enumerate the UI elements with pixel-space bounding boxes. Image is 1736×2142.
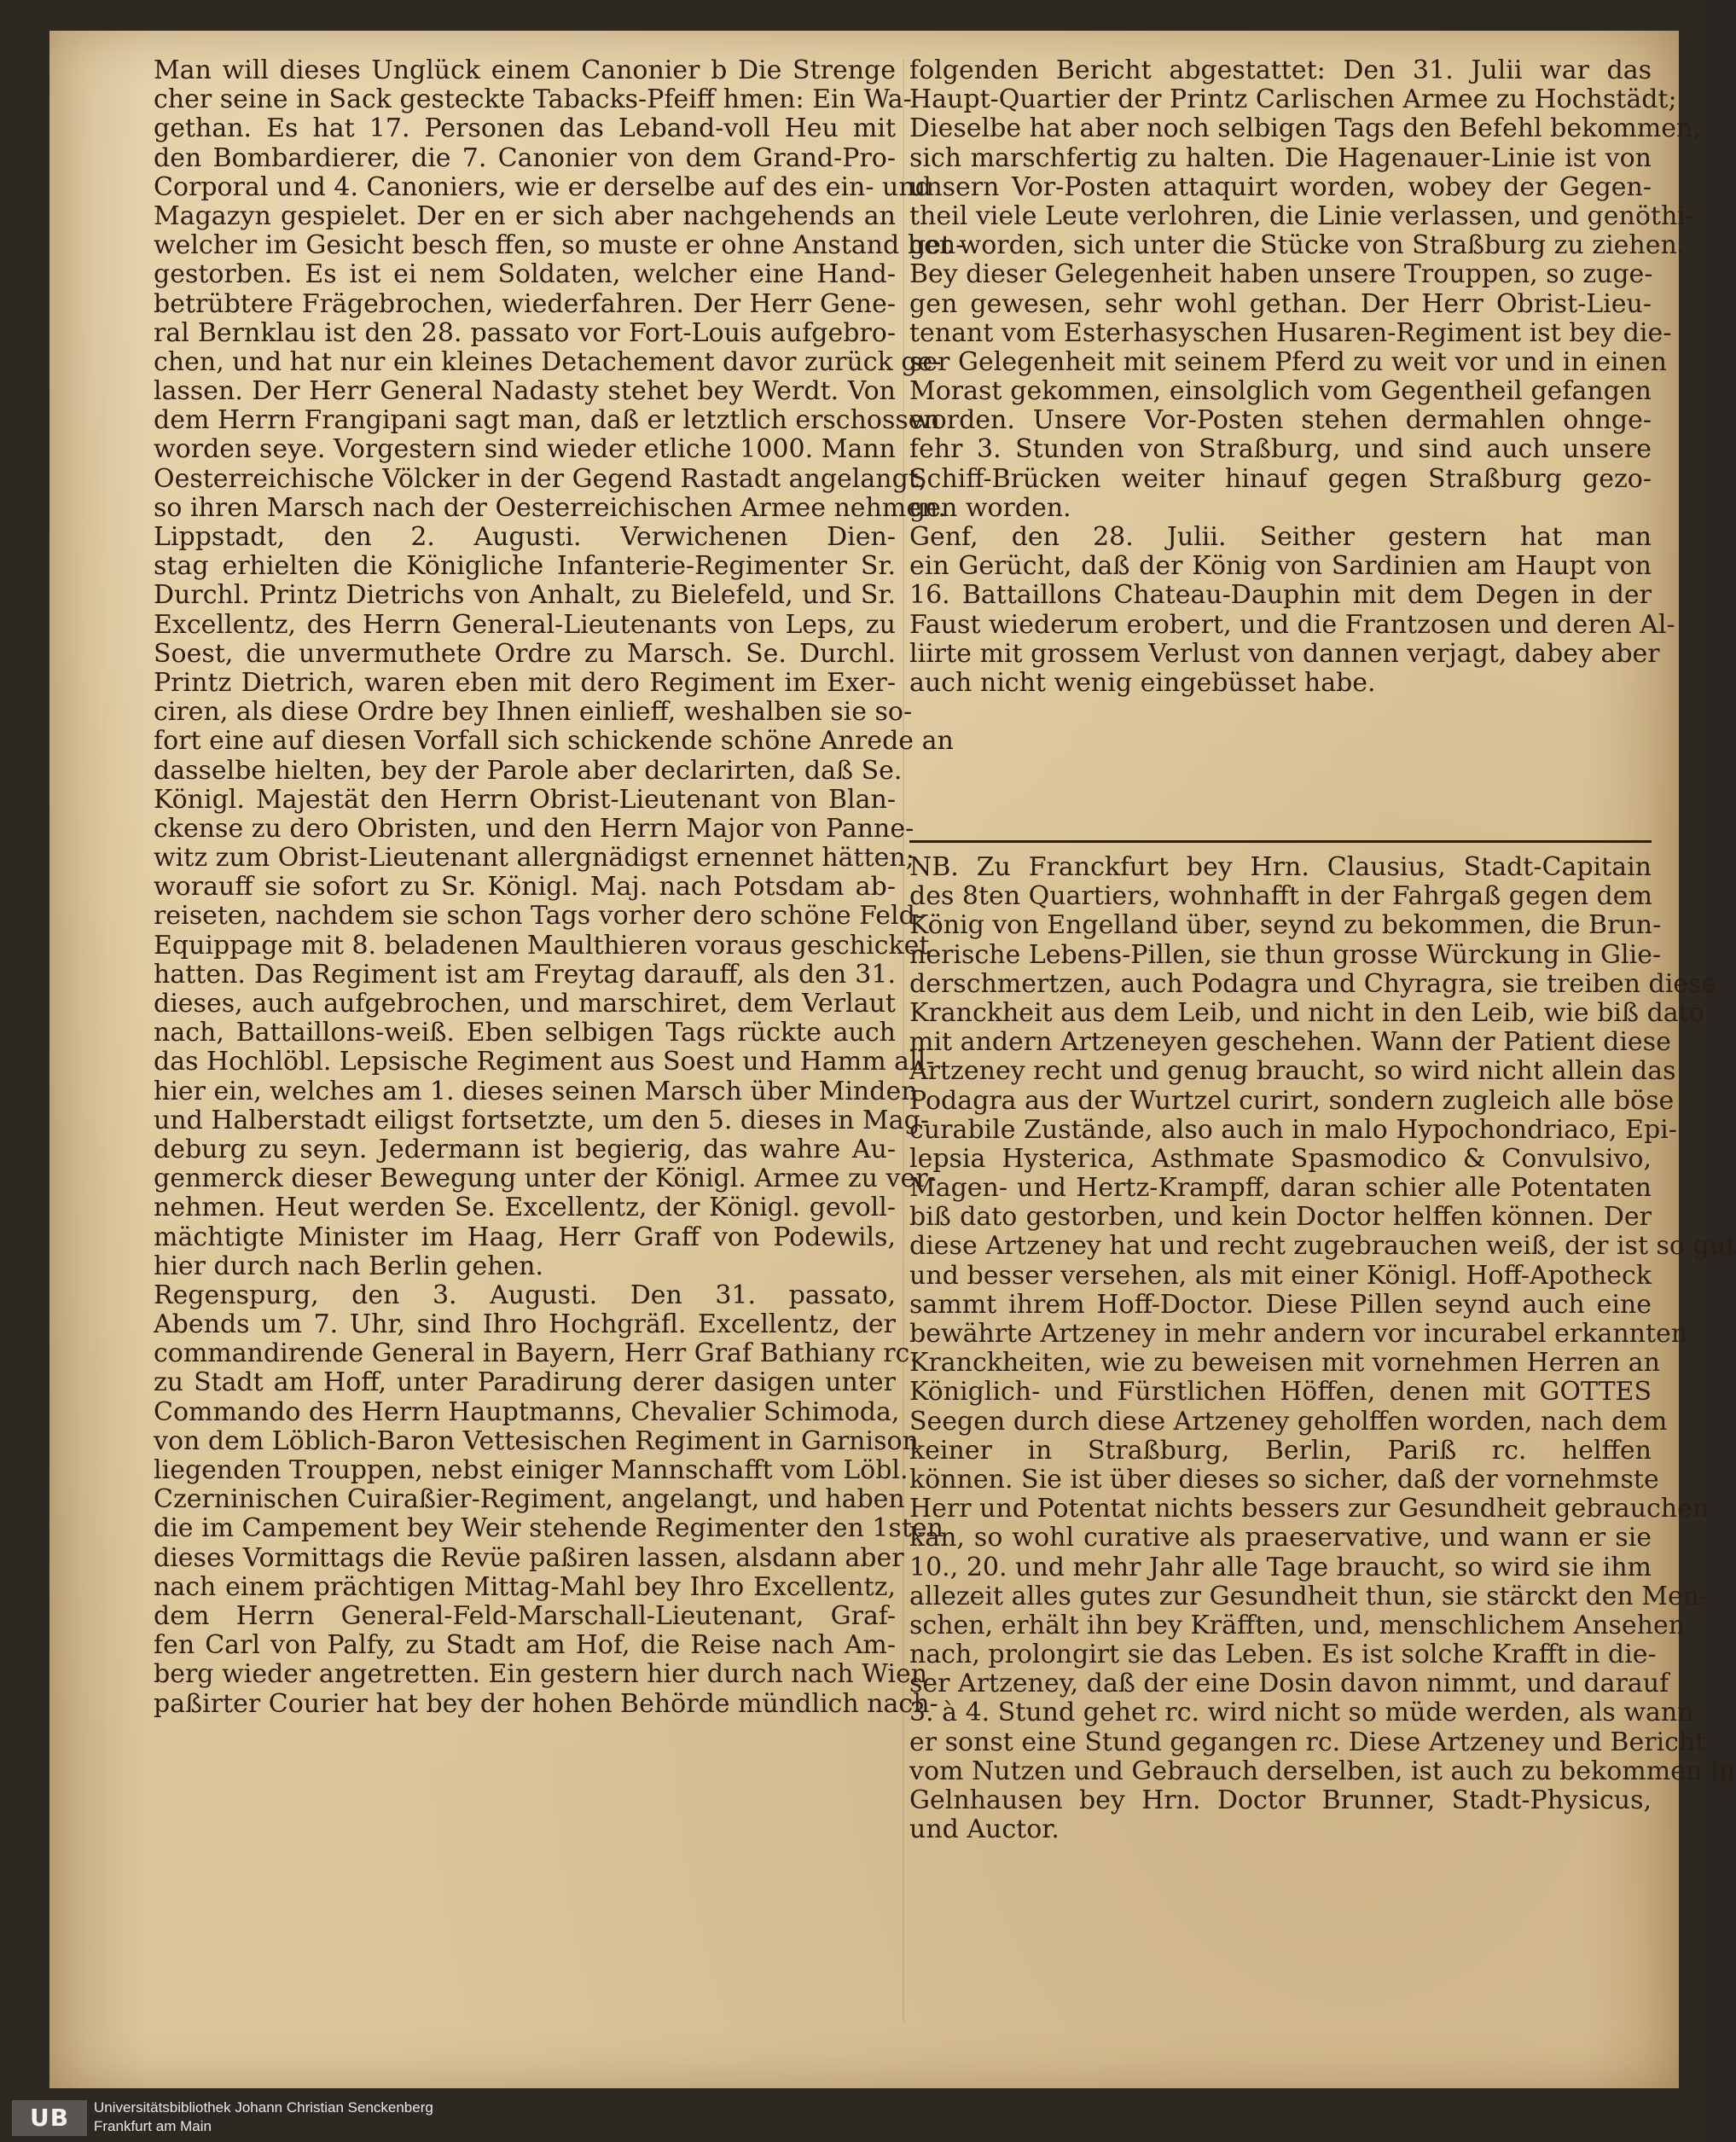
text-line: berg wieder angetretten. Ein gestern hier durch nach Wien (154, 1659, 928, 1690)
text-line: hier ein, welches am 1. dieses seinen Marsch über Minden (154, 1076, 918, 1106)
text-line: NB. Zu Franckfurt bey Hrn. Clausius, Stadt-Capitain (909, 852, 1652, 882)
text-line: gen worden. (909, 492, 1071, 523)
text-line: nach, prolongirt sie das Leben. Es ist solche Krafft in die- (909, 1640, 1657, 1670)
text-line: dem Herrn Frangipani sagt man, daß er letztlich erschossen (154, 405, 940, 436)
text-line: nerische Lebens-Pillen, sie thun grosse Würckung in Glie- (909, 939, 1662, 970)
text-line: nehmen. Heut werden Se. Excellentz, der Königl. gevoll- (154, 1193, 896, 1223)
text-line: und besser versehen, als mit einer Königl. Hoff-Apotheck (909, 1260, 1652, 1291)
text-line: des 8ten Quartiers, wohnhafft in der Fahrgaß gegen dem (909, 881, 1652, 912)
text-line: sammt ihrem Hoff-Doctor. Diese Pillen seynd auch eine (909, 1289, 1652, 1320)
text-line: Abends um 7. Uhr, sind Ihro Hochgräfl. Excellentz, der (154, 1309, 896, 1340)
text-line: diese Artzeney hat und recht zugebrauchen weiß, der ist so gut (909, 1231, 1736, 1262)
text-line: Czerninischen Cuiraßier-Regiment, angelangt, und haben (154, 1484, 905, 1515)
text-line: Printz Dietrich, waren eben mit dero Regiment im Exer- (154, 667, 896, 698)
text-line: Haupt-Quartier der Printz Carlischen Armee zu Hochstädt; (909, 84, 1677, 115)
text-line: worauff sie sofort zu Sr. Königl. Maj. nach Potsdam ab- (154, 872, 896, 903)
text-line: kan, so wohl curative als praeservative, und wann er sie (909, 1523, 1652, 1553)
text-line: dem Herrn General-Feld-Marschall-Lieutenant, Graf- (154, 1600, 896, 1631)
library-city: Frankfurt am Main (94, 2118, 212, 2134)
text-line: worden seye. Vorgestern sind wieder etliche 1000. Mann (154, 434, 896, 465)
text-line: Kranckheit aus dem Leib, und nicht in den Leib, wie biß dato (909, 997, 1704, 1028)
text-line: dieses Vormittags die Revüe paßiren lassen, alsdann aber (154, 1542, 904, 1573)
text-line: allezeit alles gutes zur Gesundheit thun, sie stärckt den Men- (909, 1581, 1709, 1611)
text-line: gestorben. Es ist ei nem Soldaten, welcher eine Hand- (154, 259, 896, 290)
text-line: er sonst eine Stund gegangen rc. Diese Artzeney und Bericht (909, 1727, 1706, 1757)
text-line: ser Artzeney, daß der eine Dosin davon nimmt, und darauf (909, 1669, 1669, 1699)
text-line: commandirende General in Bayern, Herr Graf Bathiany rc. (154, 1338, 918, 1369)
text-line: Soest, die unvermuthete Ordre zu Marsch. Se. Durchl. (154, 638, 896, 669)
text-line: vom Nutzen und Gebrauch derselben, ist auch zu bekommen in (909, 1756, 1735, 1786)
text-line: so ihren Marsch nach der Oesterreichischen Armee nehmen. (154, 492, 946, 523)
text-line: bewährte Artzeney in mehr andern vor incurabel erkannten (909, 1319, 1688, 1349)
text-line: nach einem prächtigen Mittag-Mahl bey Ihro Excellentz, (154, 1571, 896, 1602)
text-line: Genf, den 28. Julii. Seither gestern hat man (909, 522, 1652, 552)
text-line: biß dato gestorben, und kein Doctor helffen können. Der (909, 1202, 1652, 1233)
text-line: Oesterreichische Völcker in der Gegend Rastadt angelangt, (154, 463, 927, 494)
text-line: fehr 3. Stunden von Straßburg, und sind auch unsere (909, 434, 1652, 465)
text-line: 10., 20. und mehr Jahr alle Tage braucht, so wird sie ihm (909, 1552, 1652, 1582)
text-line: liegenden Trouppen, nebst einiger Mannschafft vom Löbl. (154, 1455, 909, 1485)
text-line: Königl. Majestät den Herrn Obrist-Lieutenant von Blan- (154, 784, 896, 815)
text-line: Man will dieses Unglück einem Canonier b Die Strenge (154, 55, 896, 85)
text-line: get worden, sich unter die Stücke von Straßburg zu ziehen. (909, 230, 1686, 261)
text-line: Equippage mit 8. beladenen Maulthieren voraus geschicket (154, 930, 930, 961)
text-line: lassen. Der Herr General Nadasty stehet bey Werdt. Von (154, 376, 896, 407)
text-line: fort eine auf diesen Vorfall sich schickende schöne Anrede an (154, 726, 954, 757)
text-line: mächtigte Minister im Haag, Herr Graff von Podewils, (154, 1222, 896, 1252)
right-column-advertisement (909, 852, 1736, 1845)
text-line: sich marschfertig zu halten. Die Hagenauer-Linie ist von (909, 142, 1652, 173)
text-line: können. Sie ist über dieses so sicher, daß der vornehmste (909, 1464, 1659, 1495)
text-line: 3. à 4. Stund gehet rc. wird nicht so müde werden, als wann (909, 1698, 1694, 1728)
text-line: theil viele Leute verlohren, die Linie verlassen, und genöthi- (909, 200, 1694, 231)
text-line: von dem Löblich-Baron Vettesischen Regiment in Garnison (154, 1425, 919, 1456)
text-line: hatten. Das Regiment ist am Freytag darauff, als den 31. (154, 959, 896, 990)
text-line: zu Stadt am Hoff, unter Paradirung derer dasigen unter (154, 1367, 896, 1398)
text-line: Gelnhausen bey Hrn. Doctor Brunner, Stadt-Physicus, (909, 1785, 1652, 1815)
text-line: reiseten, nachdem sie schon Tags vorher dero schöne Feld- (154, 901, 924, 932)
text-line: unsern Vor-Posten attaquirt worden, wobey der Gegen- (909, 171, 1652, 202)
text-line: stag erhielten die Königliche Infanterie-Regimenter Sr. (154, 551, 896, 582)
text-line: Königlich- und Fürstlichen Höffen, denen mit GOTTES (909, 1377, 1652, 1408)
text-line: und Halberstadt eiligst fortsetzte, um den 5. dieses in Mag- (154, 1105, 929, 1135)
left-column (154, 55, 965, 1719)
text-line: Morast gekommen, einsolglich vom Gegentheil gefangen (909, 376, 1652, 407)
text-line: folgenden Bericht abgestattet: Den 31. Julii war das (909, 55, 1652, 85)
text-line: 16. Battaillons Chateau-Dauphin mit dem Degen in der (909, 580, 1652, 611)
text-line: und Auctor. (909, 1814, 1060, 1845)
section-rule (909, 840, 1652, 843)
text-line: Podagra aus der Wurtzel curirt, sondern zugleich alle böse (909, 1085, 1675, 1116)
text-line: hier durch nach Berlin gehen. (154, 1251, 544, 1281)
text-line: keiner in Straßburg, Berlin, Pariß rc. helffen (909, 1435, 1652, 1466)
text-line: dieses, auch aufgebrochen, und marschiret, dem Verlaut (154, 989, 896, 1019)
ub-logo: UB (12, 2100, 87, 2136)
text-line: dasselbe hielten, bey der Parole aber declarirten, daß Se. (154, 755, 903, 786)
text-line: Herr und Potentat nichts bessers zur Gesundheit gebrauchen (909, 1494, 1710, 1524)
text-line: derschmertzen, auch Podagra und Chyragra, sie treiben diese (909, 968, 1717, 999)
text-line: den Bombardierer, die 7. Canonier von dem Grand-Pro- (154, 142, 896, 173)
text-line: Magazyn gespielet. Der en er sich aber nachgehends an (154, 200, 896, 231)
text-line: Kranckheiten, wie zu beweisen mit vornehmen Herren an (909, 1348, 1660, 1379)
text-line: Artzeney recht und genug braucht, so wird nicht allein das (909, 1056, 1676, 1087)
text-line: auch nicht wenig eingebüsset habe. (909, 667, 1376, 698)
text-line: mit andern Artzeneyen geschehen. Wann der Patient diese (909, 1027, 1671, 1058)
text-line: welcher im Gesicht besch ffen, so muste er ohne Anstand hen- (154, 230, 965, 261)
text-line: ser Gelegenheit mit seinem Pferd zu weit vor und in einen (909, 346, 1667, 377)
text-line: Faust wiederum erobert, und die Frantzosen und deren Al- (909, 609, 1675, 640)
text-line: ein Gerücht, daß der König von Sardinien am Haupt von (909, 551, 1652, 582)
text-line: ckense zu dero Obristen, und den Herrn Major von Panne- (154, 813, 914, 844)
text-line: Magen- und Hertz-Krampff, daran schier alle Potentaten (909, 1173, 1652, 1204)
text-line: das Hochlöbl. Lepsische Regiment aus Soest und Hamm all- (154, 1047, 935, 1077)
text-line: Schiff-Brücken weiter hinauf gegen Straßburg gezo- (909, 463, 1652, 494)
text-line: fen Carl von Palfy, zu Stadt am Hof, die Reise nach Am- (154, 1630, 896, 1661)
library-footer (0, 2088, 1706, 2142)
text-line: cher seine in Sack gesteckte Tabacks-Pfeiff hmen: Ein Wa- (154, 84, 912, 115)
text-line: Seegen durch diese Artzeney geholffen worden, nach dem (909, 1406, 1668, 1437)
text-line: Commando des Herrn Hauptmanns, Chevalier Schimoda, (154, 1396, 900, 1427)
text-line: schen, erhält ihn bey Kräfften, und, menschlichem Ansehen (909, 1610, 1686, 1640)
text-line: genmerck dieser Bewegung unter der Königl. Armee zu ver- (154, 1164, 937, 1194)
text-line: lepsia Hysterica, Asthmate Spasmodico & Convulsivo, (909, 1143, 1652, 1174)
text-line: gen gewesen, sehr wohl gethan. Der Herr Obrist-Lieu- (909, 288, 1652, 319)
text-line: ral Bernklau ist den 28. passato vor Fort-Louis aufgebro- (154, 317, 896, 348)
text-line: Durchl. Printz Dietrichs von Anhalt, zu Bielefeld, und Sr. (154, 580, 896, 611)
text-line: Regenspurg, den 3. Augusti. Den 31. passato, (154, 1280, 896, 1310)
text-line: Corporal und 4. Canoniers, wie er derselbe auf des ein- und (154, 171, 932, 202)
text-line: Dieselbe hat aber noch selbigen Tags den Befehl bekommen, (909, 113, 1701, 144)
text-line: tenant vom Esterhasyschen Husaren-Regiment ist bey die- (909, 317, 1672, 348)
text-line: betrübtere Frägebrochen, wiederfahren. Der Herr Gene- (154, 288, 896, 319)
right-column-news (909, 55, 1701, 698)
text-line: die im Campement bey Weir stehende Regimenter den 1sten (154, 1513, 943, 1544)
text-line: nach, Battaillons-weiß. Eben selbigen Tags rückte auch (154, 1018, 896, 1048)
text-line: gethan. Es hat 17. Personen das Leband-voll Heu mit (154, 113, 896, 144)
text-line: paßirter Courier hat bey der hohen Behörde mündlich nach- (154, 1688, 938, 1719)
text-line: Bey dieser Gelegenheit haben unsere Trouppen, so zuge- (909, 259, 1653, 290)
text-line: ciren, als diese Ordre bey Ihnen einlieff, weshalben sie so- (154, 697, 913, 728)
text-line: witz zum Obrist-Lieutenant allergnädigst ernennet hätten; (154, 843, 914, 874)
text-line: deburg zu seyn. Jedermann ist begierig, das wahre Au- (154, 1134, 896, 1164)
text-line: König von Engelland über, seynd zu bekommen, die Brun- (909, 910, 1662, 941)
text-line: worden. Unsere Vor-Posten stehen dermahlen ohnge- (909, 405, 1652, 436)
text-line: Excellentz, des Herrn General-Lieutenants von Leps, zu (154, 609, 896, 640)
text-line: chen, und hat nur ein kleines Detachement davor zurück ge- (154, 346, 942, 377)
library-attribution (94, 2098, 433, 2136)
text-line: liirte mit grossem Verlust von dannen verjagt, dabey aber (909, 638, 1660, 669)
text-line: curabile Zustände, also auch in malo Hypochondriaco, Epi- (909, 1114, 1677, 1145)
text-line: Lippstadt, den 2. Augusti. Verwichenen Dien- (154, 522, 896, 552)
library-name: Universitätsbibliothek Johann Christian Senckenberg (94, 2099, 433, 2116)
